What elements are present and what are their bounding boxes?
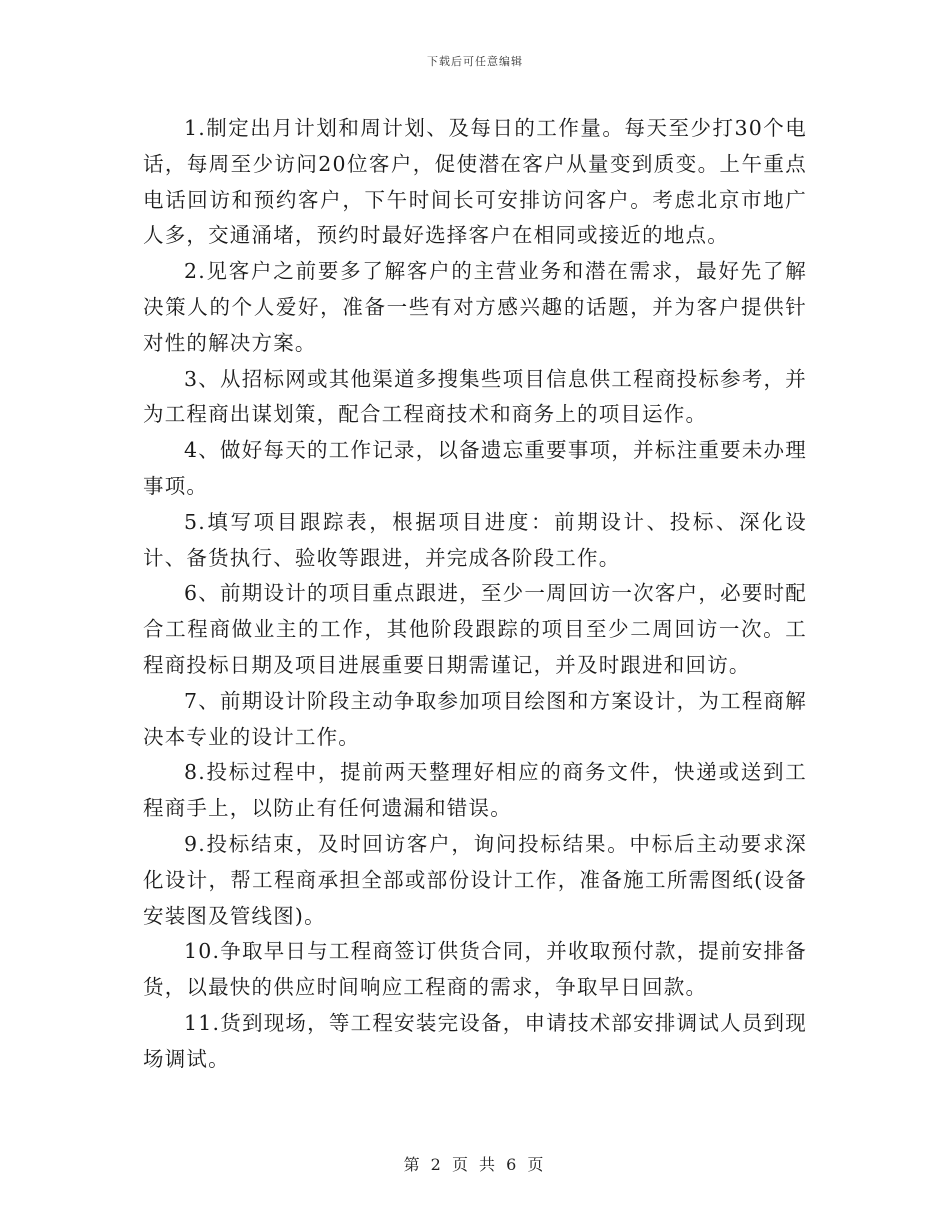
paragraph-3: 3、从招标网或其他渠道多搜集些项目信息供工程商投标参考，并为工程商出谋划策，配合工程商技术和商务上的项目运作。 — [143, 366, 807, 427]
page-header-note: 下载后可任意编辑 — [427, 55, 523, 68]
paragraph-10: 10.争取早日与工程商签订供货合同，并收取预付款，提前安排备货，以最快的供应时间响应工程商的需求，争取早日回款。 — [143, 939, 807, 1000]
paragraph-7: 7、前期设计阶段主动争取参加项目绘图和方案设计，为工程商解决本专业的设计工作。 — [143, 688, 807, 749]
paragraph-9: 9.投标结束，及时回访客户，询问投标结果。中标后主动要求深化设计，帮工程商承担全部或部份设计工作，准备施工所需图纸(设备安装图及管线图)。 — [143, 831, 807, 928]
paragraph-2: 2.见客户之前要多了解客户的主营业务和潜在需求，最好先了解决策人的个人爱好，准备一些有对方感兴趣的话题，并为客户提供针对性的解决方案。 — [143, 259, 807, 355]
paragraph-6: 6、前期设计的项目重点跟进，至少一周回访一次客户，必要时配合工程商做业主的工作，其他阶段跟踪的项目至少二周回访一次。工程商投标日期及项目进展重要日期需谨记，并及时跟进和回访。 — [143, 581, 807, 677]
paragraph-4: 4、做好每天的工作记录，以备遗忘重要事项，并标注重要未办理事项。 — [143, 438, 807, 498]
paragraph-8: 8.投标过程中，提前两天整理好相应的商务文件，快递或送到工程商手上，以防止有任何遗漏和错误。 — [143, 760, 807, 821]
page-number-footer: 第 2 页 共 6 页 — [403, 1155, 547, 1174]
document-body — [143, 111, 807, 1078]
paragraph-11: 11.货到现场，等工程安装完设备，申请技术部安排调试人员到现场调试。 — [143, 1010, 807, 1071]
paragraph-5: 5.填写项目跟踪表，根据项目进度：前期设计、投标、深化设计、备货执行、验收等跟进，并完成各阶段工作。 — [143, 509, 807, 570]
paragraph-1: 1.制定出月计划和周计划、及每日的工作量。每天至少打30个电话，每周至少访问20位客户，促使潜在客户从量变到质变。上午重点电话回访和预约客户，下午时间长可安排访问客户。考虑北京市地广人多，交通涌堵，预约时最好选择客户在相同或接近的地点。 — [143, 116, 807, 248]
